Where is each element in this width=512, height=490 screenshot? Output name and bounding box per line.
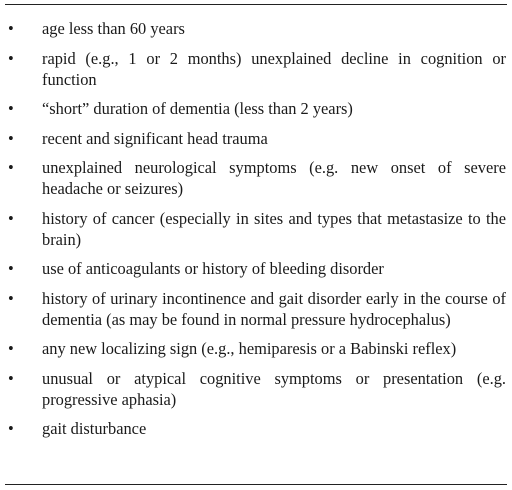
bullet-icon: • [8,158,14,177]
list-item [0,48,512,90]
bullet-icon: • [8,208,14,228]
list-item-text: “short” duration of dementia (less than 2 years) [42,99,353,118]
list-item [0,18,512,39]
list-item [0,338,512,359]
bullet-icon: • [8,419,14,438]
list-item [0,258,512,279]
bullet-icon: • [8,19,14,38]
bottom-rule [5,484,507,485]
list-item [0,288,512,330]
list-item-text: recent and significant head trauma [42,128,268,148]
list-item-text: age less than 60 years [42,19,185,38]
list-item-text: history of urinary incontinence and gait disorder early in the course of dementia (as may be found in normal pressure hydrocephalus) [42,288,506,329]
list-item-text: unexplained neurological symptoms (e.g. new onset of severe headache or seizures) [42,158,506,198]
criteria-list [0,18,512,448]
list-item [0,418,512,439]
list-item-text: unusual or atypical cognitive symptoms or presentation (e.g. progressive aphasia) [42,368,506,409]
list-item [0,128,512,149]
bullet-icon: • [8,288,14,308]
bullet-icon: • [8,128,14,148]
list-item [0,98,512,119]
list-item [0,368,512,410]
bullet-icon: • [8,48,14,68]
bullet-icon: • [8,368,14,388]
top-rule [5,4,507,5]
list-item-text: use of anticoagulants or history of bleeding disorder [42,259,384,278]
bullet-icon: • [8,259,14,278]
bullet-icon: • [8,99,14,118]
list-item [0,157,512,199]
list-item [0,208,512,250]
list-item-text: any new localizing sign (e.g., hemiparesis or a Babinski reflex) [42,339,457,358]
list-item-text: gait disturbance [42,419,147,438]
list-item-text: rapid (e.g., 1 or 2 months) unexplained decline in cognition or function [42,48,506,89]
list-item-text: history of cancer (especially in sites and types that metastasize to the brain) [42,208,506,249]
bullet-icon: • [8,339,14,358]
